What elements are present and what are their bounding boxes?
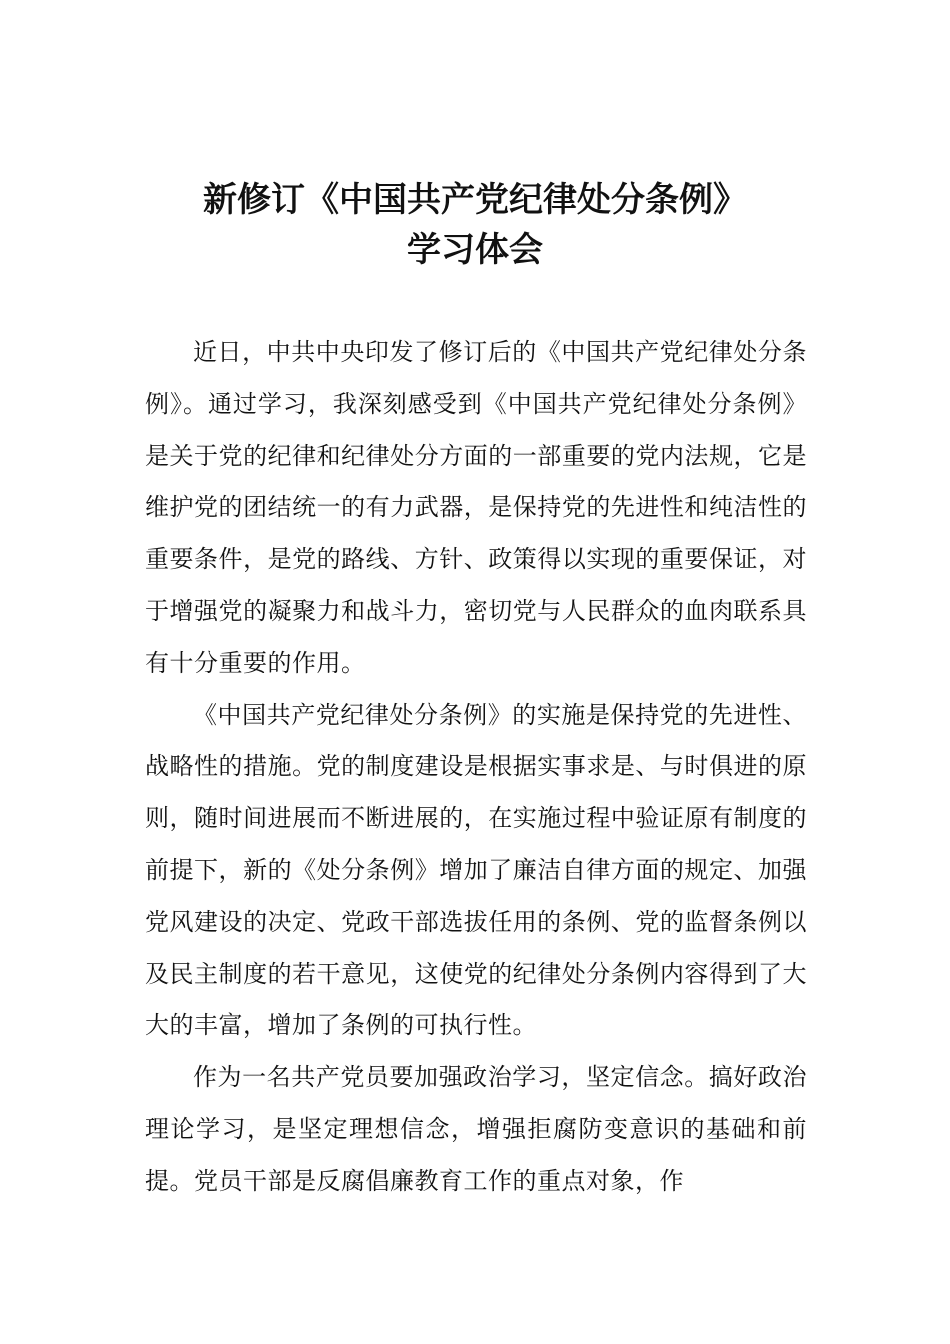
- document-body: [145, 327, 807, 1208]
- paragraph-2: 《中国共产党纪律处分条例》的实施是保持党的先进性、战略性的措施。党的制度建设是根据实事求是、与时俱进的原则，随时间进展而不断进展的，在实施过程中验证原有制度的前提下，新的《处分条例》增加了廉洁自律方面的规定、加强党风建设的决定、党政干部选拔任用的条例、党的监督条例以及民主制度的若干意见，这使党的纪律处分条例内容得到了大大的丰富，增加了条例的可执行性。: [145, 700, 807, 1040]
- paragraph-1: 近日，中共中央印发了修订后的《中国共产党纪律处分条例》。通过学习，我深刻感受到《中国共产党纪律处分条例》是关于党的纪律和纪律处分方面的一部重要的党内法规，它是维护党的团结统一的有力武器，是保持党的先进性和纯洁性的重要条件，是党的路线、方针、政策得以实现的重要保证，对于增强党的凝聚力和战斗力，密切党与人民群众的血肉联系具有十分重要的作用。: [145, 338, 807, 677]
- paragraph-3: 作为一名共产党员要加强政治学习，坚定信念。搞好政治理论学习，是坚定理想信念，增强拒腐防变意识的基础和前提。党员干部是反腐倡廉教育工作的重点对象，作: [145, 1063, 807, 1195]
- document-title-line-2: 学习体会: [407, 230, 543, 270]
- document-title-line-1: 新修订《中国共产党纪律处分条例》: [203, 180, 747, 220]
